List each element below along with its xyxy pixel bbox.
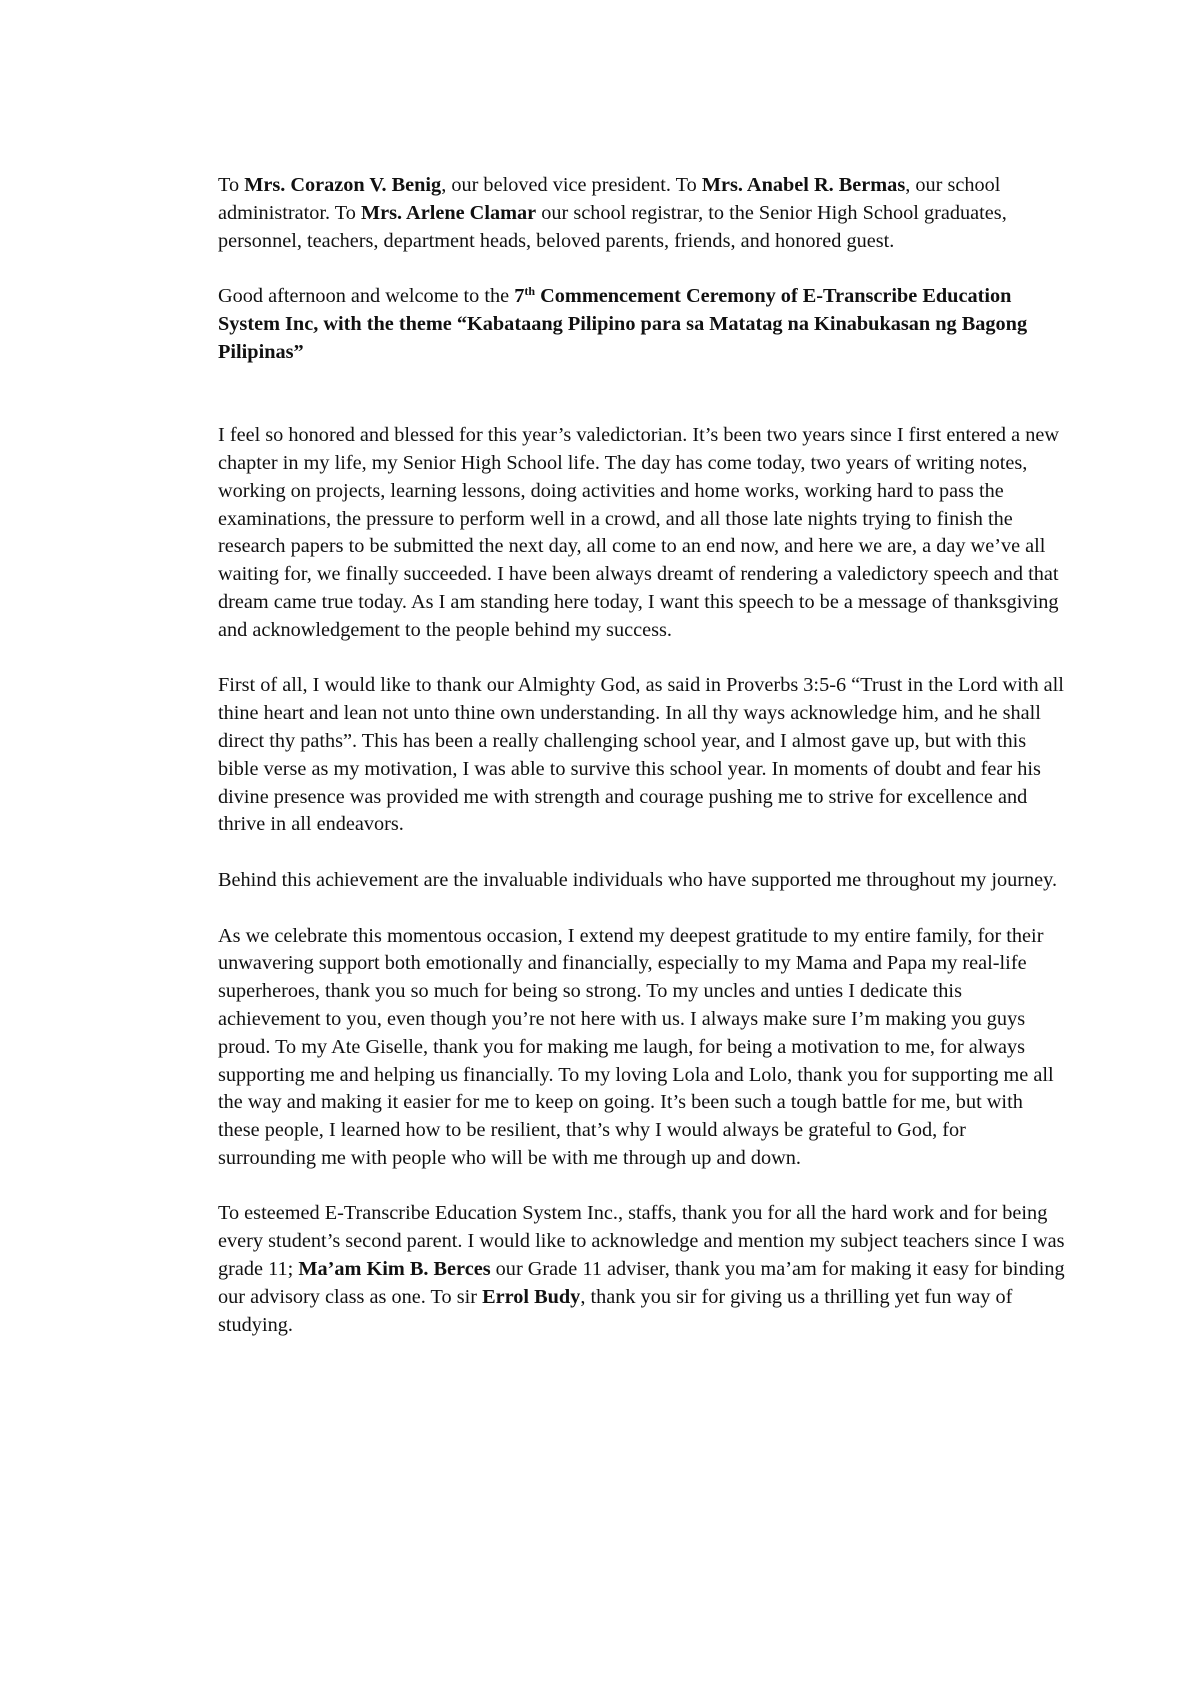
- vice-president-name: Mrs. Corazon V. Benig: [244, 174, 442, 196]
- salutation-text: , our school administrator. To: [218, 174, 1001, 224]
- adviser-name: Ma’am Kim B. Berces: [298, 1258, 491, 1281]
- teacher-name: Errol Budy: [482, 1285, 581, 1308]
- ordinal-number: 7: [514, 285, 525, 308]
- honored-paragraph: I feel so honored and blessed for this year’s valedictorian. It’s been two years since I first entered a new chapter in my life, my Senior High School life. The day has come today, two years of writing notes, working on projects, learning lessons, doing activities and home works, working hard to pass the examinations, the pressure to perform well in a crowd, and all those late nights trying to finish the research papers to be submitted the next day, all come to an end now, and here we are, a day we’ve all waiting for, we finally succeeded. I have been always dreamt of rendering a valedictory speech and that dream came true today. As I am standing here today, I want this speech to be a message of thanksgiving and acknowledgement to the people behind my success.: [218, 424, 1059, 641]
- teachers-paragraph: [218, 1200, 1068, 1339]
- salutation-text: To: [218, 174, 245, 196]
- speech-body: [218, 172, 1068, 1367]
- ordinal-suffix: th: [524, 284, 536, 299]
- welcome-text: Good afternoon and welcome to the: [218, 285, 515, 308]
- salutation-paragraph: [218, 172, 1068, 255]
- god-paragraph: First of all, I would like to thank our Almighty God, as said in Proverbs 3:5-6 “Trust in the Lord with all thine heart and lean not unto thine own understanding. In all thy ways acknowledge him, and he shall direct thy paths”. This has been a really challenging school year, and I almost gave up, but with this bible verse as my motivation, I was able to survive this school year. In moments of doubt and fear his divine presence was provided me with strength and courage pushing me to strive for excellence and thrive in all endeavors.: [218, 674, 1064, 836]
- administrator-name: Mrs. Anabel R. Bermas: [701, 174, 906, 196]
- welcome-paragraph: [218, 283, 1068, 366]
- teachers-text: our Grade 11 adviser, thank you ma’am for making it easy for binding our advisory class as one. To sir: [218, 1258, 1065, 1308]
- salutation-text: our school registrar, to the Senior High School graduates, personnel, teachers, department heads, beloved parents, friends, and honored guest.: [218, 201, 1007, 252]
- teachers-text: To esteemed E-Transcribe Education System Inc., staffs, thank you for all the hard work and for being every student’s second parent. I would like to acknowledge and mention my subject teachers since I was grade 11;: [218, 1202, 1065, 1281]
- teachers-text: , thank you sir for giving us a thrilling yet fun way of studying.: [218, 1285, 1013, 1336]
- family-paragraph: As we celebrate this momentous occasion, I extend my deepest gratitude to my entire family, for their unwavering support both emotionally and financially, especially to my Mama and Papa my real-life superheroes, thank you so much for being so strong. To my uncles and unties I dedicate this achievement to you, even though you’re not here with us. I always make sure I’m making you guys proud. To my Ate Giselle, thank you for making me laugh, for being a motivation to me, for always supporting me and helping us financially. To my loving Lola and Lolo, thank you for supporting me all the way and making it easier for me to keep on going. It’s been such a tough battle for me, but with these people, I learned how to be resilient, that’s why I would always be grateful to God, for surrounding me with people who will be with me through up and down.: [218, 924, 1054, 1169]
- salutation-text: , our beloved vice president. To: [441, 174, 702, 196]
- ceremony-theme: Commencement Ceremony of E-Transcribe Education System Inc, with the theme “Kabataang Pilipino para sa Matatag na Kinabukasan ng Bagong Pilipinas”: [218, 285, 1028, 363]
- registrar-name: Mrs. Arlene Clamar: [360, 201, 537, 224]
- supporters-paragraph: Behind this achievement are the invaluable individuals who have supported me throughout my journey.: [218, 868, 1058, 891]
